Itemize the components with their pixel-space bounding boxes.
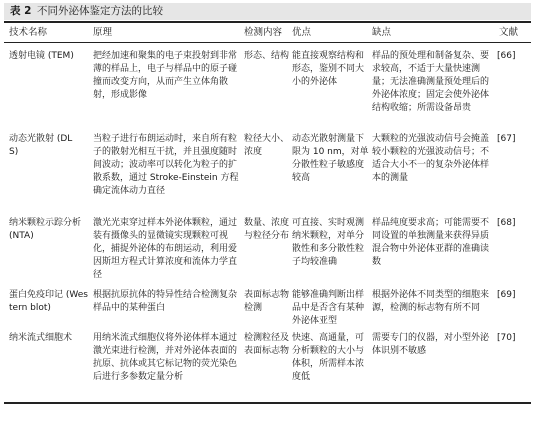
row-ref: [70]	[497, 333, 516, 343]
row-name: 透射电镜 (TEM)	[9, 51, 74, 61]
header-principle: 原理	[93, 27, 113, 38]
table-caption	[4, 3, 531, 20]
row-name: 蛋白免疫印记 (Western blot)	[9, 290, 88, 313]
row-advantage: 动态光散射测量下限为 10 nm，对单分散性粒子敏感度较高	[292, 134, 369, 183]
row-content: 检测粒径及表面标志物	[244, 333, 290, 356]
row-principle: 根据抗原抗体的特异性结合检测复杂样品中的某种蛋白	[93, 290, 238, 313]
row-ref: [67]	[497, 134, 516, 144]
row-advantage: 能够准确判断出样品中是否含有某种外泌体亚型	[292, 290, 365, 326]
row-content: 粒径大小、浓度	[244, 134, 290, 157]
row-name: 纳米颗粒示踪分析 (NTA)	[9, 218, 82, 241]
row-principle: 当粒子进行布朗运动时，来自所有粒子的散射光相互干扰，并且强度随时间波动；波动率可以转化为粒子的扩散系数，通过 Stroke-Einstein 方程确定流体动力直径	[93, 134, 239, 196]
row-advantage: 能直接观察结构和形态，鉴别不同大小的外泌体	[292, 51, 365, 87]
row-disadvantage: 根据外泌体不同类型的细胞来源，检测的标志物有所不同	[372, 290, 490, 313]
row-disadvantage: 大颗粒的光强波动信号会掩盖较小颗粒的光强波动信号；不适合大小不一的复杂外泌体样本的测量	[372, 134, 490, 183]
row-content: 数量、浓度与粒径分布	[244, 218, 290, 241]
row-disadvantage: 样品纯度要求高；可能需要不同设置的单独测量来获得异质混合物中外泌体亚群的准确读数	[372, 218, 490, 267]
row-principle: 激光光束穿过样本外泌体颗粒，通过装有摄像头的显微镜实现颗粒可视化，捕捉外泌体的布朗运动，利用爱因斯坦方程式计算浓度和流体力学直径	[93, 218, 238, 280]
header-rule	[4, 42, 531, 43]
top-rule	[4, 21, 531, 23]
row-content: 表面标志物检测	[244, 290, 290, 313]
row-principle: 把经加速和聚集的电子束投射到非常薄的样品上，电子与样品中的原子碰撞而改变方向，从而产生立体角散射，形成影像	[93, 51, 238, 100]
row-ref: [66]	[497, 51, 516, 61]
table-label: 表 2	[10, 5, 32, 17]
row-name: 动态光散射 (DLS)	[9, 134, 73, 157]
row-disadvantage: 样品的预处理和制备复杂、要求较高，不适于大量快速测量；无法准确测量预处理后的外泌体浓度；固定会使外泌体结构收缩；所需设备昂贵	[372, 51, 490, 113]
row-disadvantage: 需要专门的仪器，对小型外泌体识别不敏感	[372, 333, 490, 356]
header-disadvantage: 缺点	[372, 27, 392, 38]
row-ref: [69]	[497, 290, 516, 300]
row-advantage: 可直接、实时观测纳米颗粒，对单分散性和多分散性粒子均较准确	[292, 218, 365, 267]
header-advantage: 优点	[292, 27, 312, 38]
row-ref: [68]	[497, 218, 516, 228]
table-title: 不同外泌体鉴定方法的比较	[37, 5, 163, 17]
row-content: 形态、结构	[244, 51, 290, 61]
header-ref: 文献	[499, 27, 519, 38]
row-name: 纳米流式细胞术	[9, 333, 73, 343]
header-content: 检测内容	[244, 27, 283, 38]
bottom-rule	[4, 402, 531, 404]
row-principle: 用纳米流式细胞仪将外泌体样本通过激光束进行检测，并对外泌体表面的抗原、抗体或其它标记物的荧光染色后进行多参数定量分析	[93, 333, 238, 382]
row-advantage: 快速、高通量，可分析颗粒的大小与体积，所需样本浓度低	[292, 333, 365, 382]
header-name: 技术名称	[9, 27, 48, 38]
